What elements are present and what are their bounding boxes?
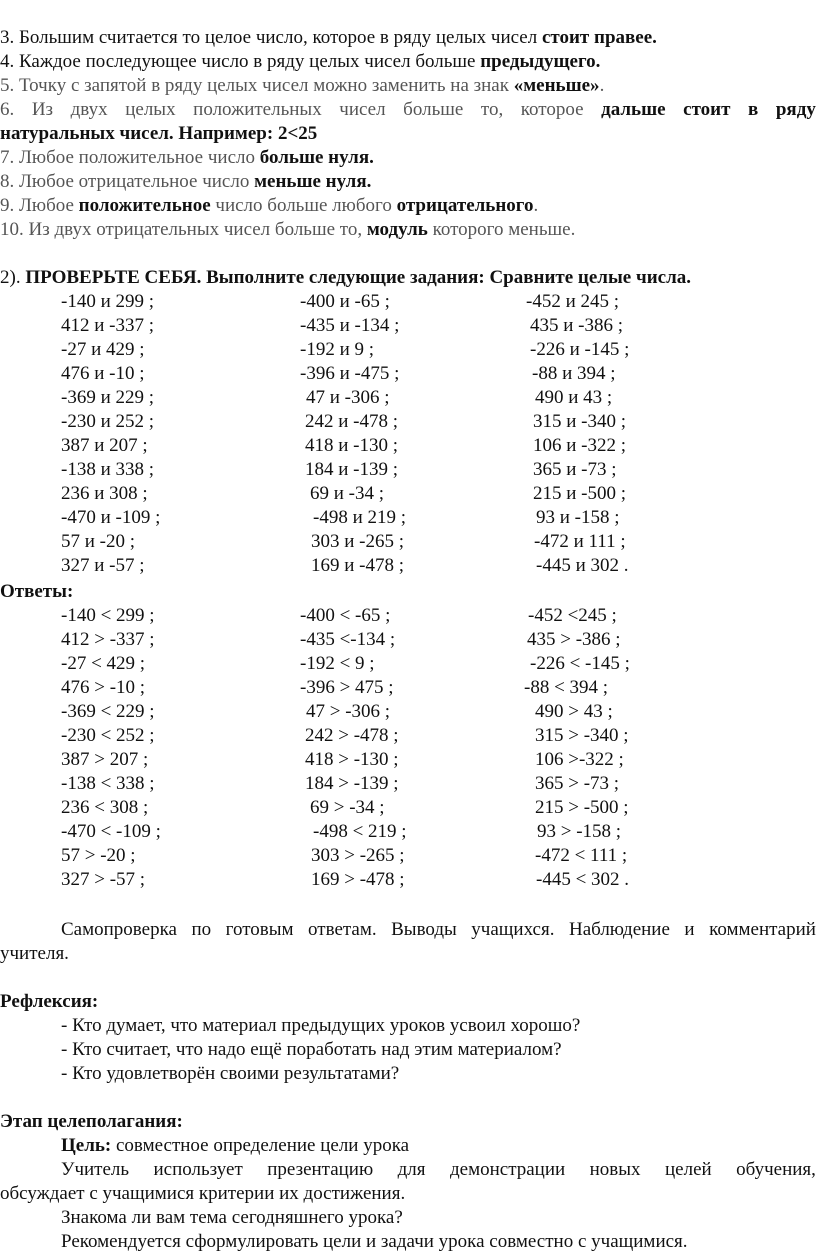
comparison-cell: -27 и 429 ; (61, 339, 145, 360)
reflection-item: - Кто удовлетворён своими результатами? (61, 1063, 400, 1084)
goal-paragraph (0, 1158, 816, 1206)
comparison-cell: 315 и -340 ; (533, 411, 627, 432)
rule-3: 3. Большим считается то целое число, которое в ряду целых чисел стоит правее. (0, 27, 657, 48)
comparison-cell: 303 > -265 ; (311, 845, 405, 866)
reflection-item: - Кто считает, что надо ещё поработать над этим материалом? (61, 1039, 562, 1060)
comparison-cell: 476 > -10 ; (61, 677, 146, 698)
comparison-cell: 93 > -158 ; (537, 821, 622, 842)
comparison-cell: 57 > -20 ; (61, 845, 136, 866)
comparison-cell: -369 < 229 ; (61, 701, 155, 722)
comparison-cell: -472 < 111 ; (535, 845, 628, 866)
comparison-cell: 365 > -73 ; (535, 773, 620, 794)
comparison-cell: 435 > -386 ; (527, 629, 621, 650)
comparison-cell: 215 и -500 ; (533, 483, 627, 504)
comparison-cell: 242 > -478 ; (305, 725, 399, 746)
rule-5: 5. Точку с запятой в ряду целых чисел можно заменить на знак «меньше». (0, 75, 605, 96)
comparison-cell: 435 и -386 ; (530, 315, 624, 336)
comparison-cell: -452 <245 ; (528, 605, 617, 626)
reflection-item: - Кто думает, что материал предыдущих уроков усвоил хорошо? (61, 1015, 581, 1036)
goal-stage-title: Этап целеполагания: (0, 1111, 183, 1132)
check-header: 2). ПРОВЕРЬТЕ СЕБЯ. Выполните следующие задания: Сравните целые числа. (0, 267, 691, 288)
goal-recommendation: Рекомендуется сформулировать цели и задачи урока совместно с учащимися. (61, 1231, 688, 1252)
comparison-cell: -400 и -65 ; (300, 291, 390, 312)
comparison-cell: 184 и -139 ; (305, 459, 399, 480)
comparison-cell: -400 < -65 ; (300, 605, 391, 626)
rule-9: 9. Любое положительное число больше любого отрицательного. (0, 195, 539, 216)
comparison-cell: -226 < -145 ; (530, 653, 630, 674)
comparison-cell: 69 > -34 ; (310, 797, 385, 818)
comparison-cell: -138 < 338 ; (61, 773, 155, 794)
comparison-cell: 327 и -57 ; (61, 555, 145, 576)
comparison-cell: 490 и 43 ; (535, 387, 613, 408)
comparison-cell: 412 и -337 ; (61, 315, 155, 336)
goal-paragraph-line-2: обсуждает с учащимися критерии их достижения. (0, 1183, 406, 1204)
selfcheck-paragraph (0, 918, 816, 966)
comparison-cell: -498 < 219 ; (313, 821, 407, 842)
goal-paragraph-line-1: Учитель использует презентацию для демонстрации новых целей обучения, (61, 1159, 816, 1180)
comparison-cell: 387 и 207 ; (61, 435, 148, 456)
comparison-cell: -396 и -475 ; (300, 363, 400, 384)
comparison-cell: 106 и -322 ; (533, 435, 627, 456)
comparison-cell: 412 > -337 ; (61, 629, 155, 650)
comparison-cell: -138 и 338 ; (61, 459, 155, 480)
comparison-cell: -140 и 299 ; (61, 291, 155, 312)
comparison-cell: -472 и 111 ; (534, 531, 626, 552)
comparison-cell: -396 > 475 ; (300, 677, 394, 698)
comparison-cell: 184 > -139 ; (305, 773, 399, 794)
comparison-cell: 387 > 207 ; (61, 749, 149, 770)
comparison-cell: -445 < 302 . (536, 869, 630, 890)
comparison-cell: 303 и -265 ; (311, 531, 405, 552)
comparison-cell: -27 < 429 ; (61, 653, 146, 674)
comparison-cell: 490 > 43 ; (535, 701, 613, 722)
rule-6-line-2: натуральных чисел. Например: 2<25 (0, 123, 318, 144)
rule-6-line-1: 6. Из двух целых положительных чисел больше то, которое дальше стоит в ряду (0, 99, 816, 120)
comparison-cell: -230 < 252 ; (61, 725, 155, 746)
comparison-cell: 57 и -20 ; (61, 531, 136, 552)
comparison-cell: -435 <-134 ; (300, 629, 396, 650)
comparison-cell: 93 и -158 ; (536, 507, 620, 528)
comparison-cell: 476 и -10 ; (61, 363, 145, 384)
comparison-cell: 236 и 308 ; (61, 483, 148, 504)
comparison-cell: -445 и 302 . (536, 555, 629, 576)
rule-4: 4. Каждое последующее число в ряду целых чисел больше предыдущего. (0, 51, 601, 72)
rule-6 (0, 98, 816, 146)
comparison-cell: 47 и -306 ; (306, 387, 390, 408)
rule-7: 7. Любое положительное число больше нуля. (0, 147, 374, 168)
comparison-cell: -88 и 394 ; (532, 363, 616, 384)
comparison-cell: -452 и 245 ; (526, 291, 620, 312)
rule-10: 10. Из двух отрицательных чисел больше то, модуль которого меньше. (0, 219, 576, 240)
answers-title: Ответы: (0, 581, 74, 602)
comparison-cell: -230 и 252 ; (61, 411, 155, 432)
goal-question: Знакома ли вам тема сегодняшнего урока? (61, 1207, 403, 1228)
comparison-cell: 418 > -130 ; (305, 749, 399, 770)
comparison-cell: 315 > -340 ; (535, 725, 629, 746)
comparison-cell: 106 >-322 ; (535, 749, 624, 770)
comparison-cell: 242 и -478 ; (305, 411, 399, 432)
comparison-cell: 47 > -306 ; (306, 701, 391, 722)
comparison-cell: -192 < 9 ; (300, 653, 375, 674)
comparison-cell: -140 < 299 ; (61, 605, 155, 626)
comparison-cell: -369 и 229 ; (61, 387, 155, 408)
selfcheck-line-1: Самопроверка по готовым ответам. Выводы учащихся. Наблюдение и комментарий (61, 919, 816, 940)
comparison-cell: 169 и -478 ; (311, 555, 405, 576)
reflection-title: Рефлексия: (0, 991, 99, 1012)
comparison-cell: -470 и -109 ; (61, 507, 161, 528)
comparison-cell: 236 < 308 ; (61, 797, 149, 818)
comparison-cell: -226 и -145 ; (530, 339, 630, 360)
comparison-cell: 365 и -73 ; (533, 459, 617, 480)
comparison-cell: 169 > -478 ; (311, 869, 405, 890)
comparison-cell: 418 и -130 ; (305, 435, 399, 456)
comparison-cell: -192 и 9 ; (300, 339, 375, 360)
comparison-cell: 327 > -57 ; (61, 869, 146, 890)
comparison-cell: 69 и -34 ; (310, 483, 385, 504)
goal-line: Цель: совместное определение цели урока (61, 1135, 410, 1156)
comparison-cell: -470 < -109 ; (61, 821, 161, 842)
comparison-cell: 215 > -500 ; (535, 797, 629, 818)
rule-8: 8. Любое отрицательное число меньше нуля. (0, 171, 372, 192)
comparison-cell: -498 и 219 ; (313, 507, 407, 528)
selfcheck-line-2: учителя. (0, 943, 69, 964)
comparison-cell: -88 < 394 ; (524, 677, 609, 698)
comparison-cell: -435 и -134 ; (300, 315, 400, 336)
